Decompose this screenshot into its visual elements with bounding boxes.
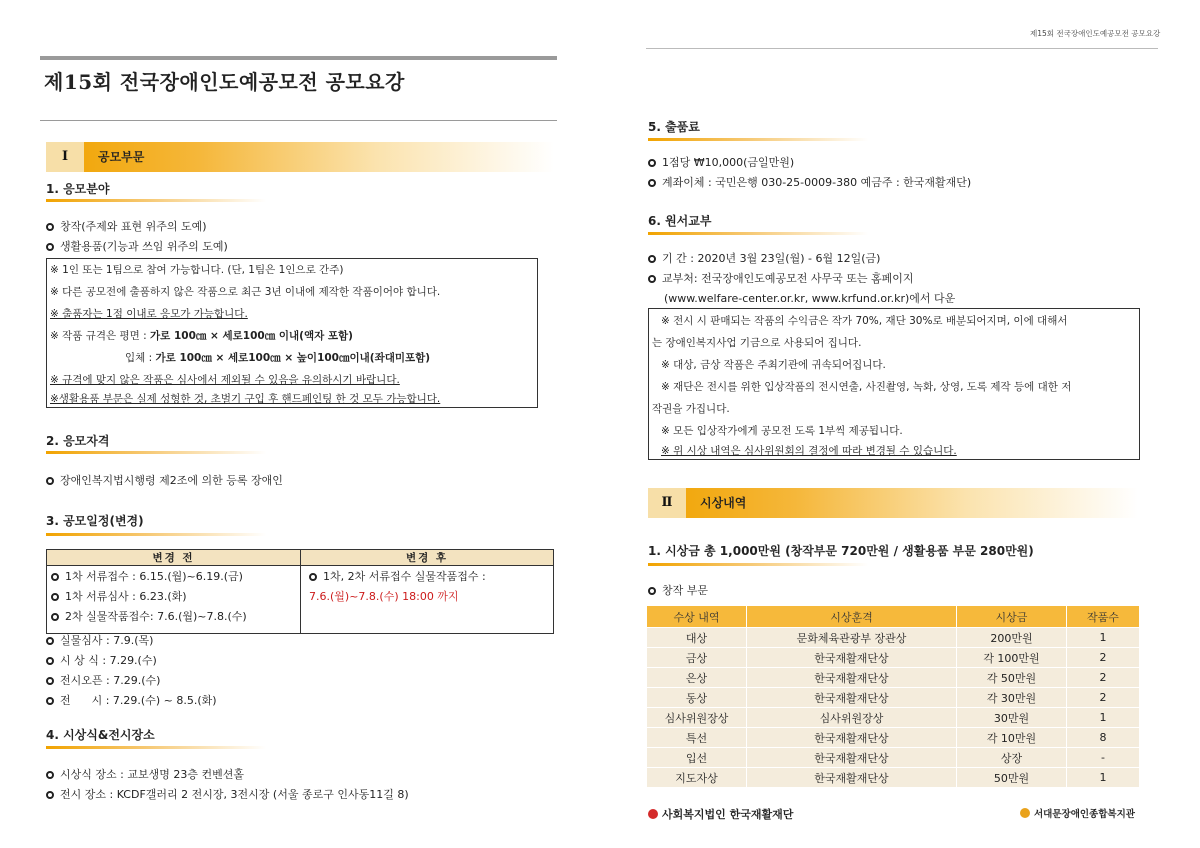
running-header: 제15회 전국장애인도예공모전 공모요강: [1030, 29, 1161, 38]
note-line: ※ 모든 입상작가에게 공모전 도록 1부씩 제공됩니다.: [661, 425, 903, 437]
table-cell: 한국재활재단상: [747, 688, 957, 708]
heading-application-forms: 6. 원서교부: [648, 214, 712, 228]
title-rule: [40, 120, 557, 121]
table-cell: 한국재활재단상: [747, 728, 957, 748]
note-line: ※ 출품자는 1점 이내로 응모가 가능합니다.: [50, 308, 248, 320]
heading-entry-fee: 5. 출품료: [648, 120, 700, 134]
foundation-mark-icon: [648, 809, 658, 819]
after-date: 7.6.(월)~7.8.(수) 18:00 까지: [309, 590, 459, 603]
bullet-item: 1차, 2차 서류접수 실물작품접수 :: [309, 568, 545, 588]
table-cell: 은상: [647, 668, 747, 688]
circle-bullet-icon: [648, 179, 656, 187]
note-line: 입체 : 가로 100㎝ × 세로100㎝ × 높이100㎝이내(좌대미포함): [125, 352, 431, 364]
note-line: 는 장애인복지사업 기금으로 사용되어 집니다.: [652, 337, 862, 349]
table-cell: 한국재활재단상: [747, 748, 957, 768]
bullet-item: 장애인복지법시행령 제2조에 의한 등록 장애인: [46, 472, 283, 488]
prize-table: [646, 605, 1140, 788]
note-line: ※ 위 시상 내역은 심사위원회의 결정에 따라 변경될 수 있습니다.: [661, 445, 957, 457]
circle-bullet-icon: [51, 573, 59, 581]
center-mark-icon: [1020, 808, 1030, 818]
bullet-item: 1차 서류심사 : 6.23.(화): [51, 588, 296, 608]
circle-bullet-icon: [46, 477, 54, 485]
table-cell: 1: [1067, 628, 1140, 648]
circle-bullet-icon: [46, 791, 54, 799]
col-award: 수상 내역: [647, 606, 747, 628]
heading-prize-total: 1. 시상금 총 1,000만원 (창작부문 720만원 / 생활용품 부문 280만원): [648, 544, 1034, 558]
circle-bullet-icon: [46, 697, 54, 705]
table-cell: 1: [1067, 768, 1140, 788]
circle-bullet-icon: [648, 587, 656, 595]
title-top-bar: [40, 56, 557, 60]
table-cell: 각 30만원: [957, 688, 1067, 708]
table-cell: 지도자상: [647, 768, 747, 788]
section-2-number: Ⅱ: [648, 488, 686, 518]
table-cell: 한국재활재단상: [747, 648, 957, 668]
note-line: 작권을 가집니다.: [652, 403, 730, 415]
heading-underline: [46, 199, 266, 202]
col-prize-money: 시상금: [957, 606, 1067, 628]
heading-underline: [648, 563, 868, 566]
heading-eligibility: 2. 응모자격: [46, 434, 110, 448]
korea-rehab-foundation-logo: 사회복지법인 한국재활재단: [648, 806, 793, 822]
schedule-change-table: [46, 549, 554, 634]
section-1-banner: [46, 142, 554, 172]
heading-underline: [46, 746, 266, 749]
table-cell: 문화체육관광부 장관상: [747, 628, 957, 648]
table-cell: 각 10만원: [957, 728, 1067, 748]
bullet-item: 2차 실물작품접수: 7.6.(월)~7.8.(수): [51, 608, 296, 628]
circle-bullet-icon: [46, 657, 54, 665]
bullet-item: 생활용품(기능과 쓰임 위주의 도예): [46, 238, 228, 254]
section-1-title: 공모부문: [98, 150, 145, 164]
table-row: [647, 628, 1140, 648]
seodaemun-welfare-center-logo: 서대문장애인종합복지관: [1020, 806, 1135, 820]
bullet-item: 전시오픈 : 7.29.(수): [46, 672, 160, 688]
page-title: 제15회 전국장애인도예공모전 공모요강: [44, 70, 405, 94]
table-cell: 한국재활재단상: [747, 668, 957, 688]
note-line: ※ 재단은 전시를 위한 입상작품의 전시연출, 사진촬영, 녹화, 상영, 도록 제작 등에 대한 저: [661, 381, 1072, 393]
table-row: [647, 688, 1140, 708]
bullet-item: 교부처: 전국장애인도예공모전 사무국 또는 홈페이지: [648, 270, 913, 286]
table-row: [647, 668, 1140, 688]
note-line: ※ 다른 공모전에 출품하지 않은 작품으로 최근 3년 이내에 제작한 작품이어야 합니다.: [50, 286, 441, 298]
bullet-item: 계좌이체 : 국민은행 030-25-0009-380 예금주 : 한국재활재단): [648, 174, 971, 190]
entry-notes-box: [46, 258, 538, 408]
table-cell: 2: [1067, 688, 1140, 708]
after-cell: [301, 566, 554, 634]
section-1-number: Ⅰ: [46, 142, 84, 172]
col-after: 변경 후: [301, 550, 554, 566]
note-line: ※ 작품 규격은 평면 : 가로 100㎝ × 세로100㎝ 이내(액자 포함): [50, 330, 353, 342]
table-row: [647, 648, 1140, 668]
bullet-item: 기 간 : 2020년 3월 23일(월) - 6월 12일(금): [648, 250, 880, 266]
note-line: ※ 규격에 맞지 않은 작품은 심사에서 제외될 수 있음을 유의하시기 바랍니다.: [50, 374, 400, 386]
circle-bullet-icon: [309, 573, 317, 581]
table-cell: 2: [1067, 648, 1140, 668]
heading-underline: [46, 451, 266, 454]
header-rule: [646, 48, 1158, 49]
bullet-item: 실물심사 : 7.9.(목): [46, 632, 153, 648]
col-honor: 시상훈격: [747, 606, 957, 628]
bullet-item: 시상식 장소 : 교보생명 23층 컨벤션홀: [46, 766, 244, 782]
table-cell: 1: [1067, 708, 1140, 728]
circle-bullet-icon: [648, 255, 656, 263]
bullet-item: 전 시 : 7.29.(수) ~ 8.5.(화): [46, 692, 217, 708]
heading-underline: [648, 232, 868, 235]
table-cell: 8: [1067, 728, 1140, 748]
table-cell: 한국재활재단상: [747, 768, 957, 788]
note-line: ※ 전시 시 판매되는 작품의 수익금은 작가 70%, 재단 30%로 배분되어지며, 이에 대해서: [661, 315, 1068, 327]
heading-underline: [46, 533, 266, 536]
col-count: 작품수: [1067, 606, 1140, 628]
circle-bullet-icon: [46, 243, 54, 251]
heading-entry-category: 1. 응모분야: [46, 182, 110, 196]
circle-bullet-icon: [46, 677, 54, 685]
table-cell: 50만원: [957, 768, 1067, 788]
heading-underline: [648, 138, 868, 141]
table-cell: 입선: [647, 748, 747, 768]
table-cell: 동상: [647, 688, 747, 708]
circle-bullet-icon: [648, 159, 656, 167]
col-before: 변경 전: [47, 550, 301, 566]
bullet-item: 창작 부문: [648, 582, 708, 598]
table-cell: 200만원: [957, 628, 1067, 648]
table-cell: 상장: [957, 748, 1067, 768]
circle-bullet-icon: [46, 637, 54, 645]
table-cell: 각 50만원: [957, 668, 1067, 688]
table-cell: 금상: [647, 648, 747, 668]
url-line: (www.welfare-center.or.kr, www.krfund.or.kr)에서 다운: [664, 292, 956, 305]
table-row: [647, 708, 1140, 728]
circle-bullet-icon: [51, 613, 59, 621]
circle-bullet-icon: [46, 771, 54, 779]
distribution-notes-box: [648, 308, 1140, 460]
table-cell: -: [1067, 748, 1140, 768]
table-cell: 30만원: [957, 708, 1067, 728]
bullet-item: 1점당 ₩10,000(금일만원): [648, 154, 794, 170]
table-cell: 심사위원장상: [747, 708, 957, 728]
circle-bullet-icon: [46, 223, 54, 231]
heading-schedule: 3. 공모일정(변경): [46, 514, 144, 528]
section-2-banner: [648, 488, 1138, 518]
bullet-item: 1차 서류접수 : 6.15.(월)~6.19.(금): [51, 568, 296, 588]
bullet-item: 전시 장소 : KCDF갤러리 2 전시장, 3전시장 (서울 종로구 인사동11길 8): [46, 786, 409, 802]
section-2-title: 시상내역: [700, 496, 747, 510]
table-row: [647, 748, 1140, 768]
table-cell: 특선: [647, 728, 747, 748]
table-cell: 대상: [647, 628, 747, 648]
note-line: ※ 1인 또는 1팀으로 참여 가능합니다. (단, 1팀은 1인으로 간주): [50, 264, 344, 276]
table-cell: 각 100만원: [957, 648, 1067, 668]
note-line: ※생활용품 부문은 실제 성형한 것, 초벌기 구입 후 핸드페인팅 한 것 모두 가능합니다.: [50, 393, 441, 405]
heading-ceremony-venue: 4. 시상식&전시장소: [46, 728, 155, 742]
bullet-item: 창작(주제와 표현 위주의 도예): [46, 218, 207, 234]
bullet-item: 시 상 식 : 7.29.(수): [46, 652, 157, 668]
table-row: [647, 768, 1140, 788]
table-cell: 2: [1067, 668, 1140, 688]
note-line: ※ 대상, 금상 작품은 주최기관에 귀속되어집니다.: [661, 359, 886, 371]
table-cell: 심사위원장상: [647, 708, 747, 728]
before-cell: [47, 566, 301, 634]
circle-bullet-icon: [648, 275, 656, 283]
table-row: [647, 728, 1140, 748]
circle-bullet-icon: [51, 593, 59, 601]
